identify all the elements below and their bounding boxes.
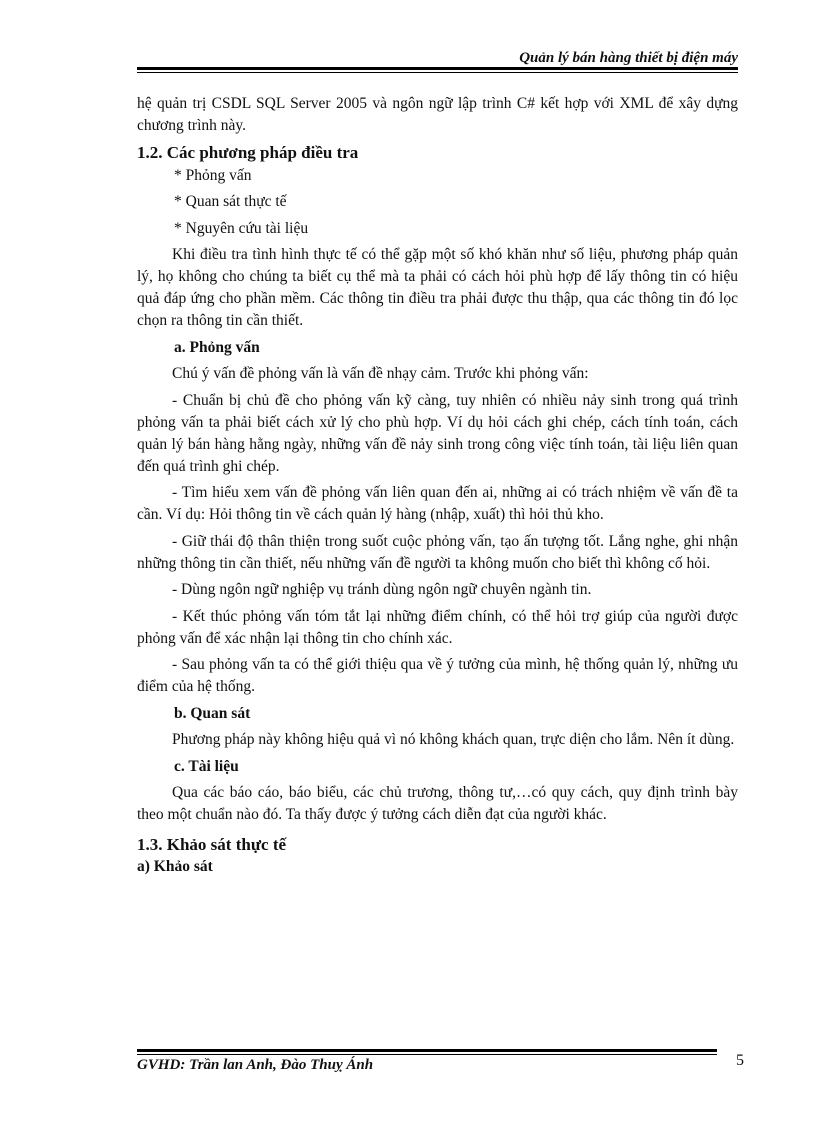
paragraph-interview-3: - Giữ thái độ thân thiện trong suốt cuộc phỏng vấn, tạo ấn tượng tốt. Lắng nghe, ghi nhận những thông tin cần thiết, nếu những vấn đề người ta không muốn cho biết thì không cố hỏi. [137,532,738,572]
page-number: 5 [736,1052,744,1069]
paragraph-interview-2: - Tìm hiểu xem vấn đề phỏng vấn liên quan đến ai, những ai có trách nhiệm về vấn đề ta cần. Ví dụ: Hỏi thông tin về cách quản lý hàng (nhập, xuất) thì hỏi thủ kho. [137,484,738,523]
bullet-item: * Quan sát thực tế [174,193,287,210]
header-title: Quản lý bán hàng thiết bị điện máy [519,50,738,66]
heading-a-interview: a. Phỏng vấn [174,338,260,356]
footer-instructors: GVHD: Trần lan Anh, Đào Thuỵ Ánh [137,1057,374,1073]
heading-1-3: 1.3. Khảo sát thực tế [137,835,287,854]
header-rule-thick [137,67,738,70]
paragraph-interview-4: - Dùng ngôn ngữ nghiệp vụ tránh dùng ngôn ngữ chuyên ngành tin. [172,581,592,598]
paragraph-interview-intro: Chú ý vấn đề phỏng vấn là vấn đề nhạy cảm. Trước khi phỏng vấn: [172,365,589,382]
paragraph-observation: Phương pháp này không hiệu quả vì nó không khách quan, trực diện cho lắm. Nên ít dùng. [172,731,735,748]
heading-c-documents: c. Tài liệu [174,757,239,775]
heading-b-observation: b. Quan sát [174,704,251,722]
paragraph-intro: hệ quản trị CSDL SQL Server 2005 và ngôn ngữ lập trình C# kết hợp với XML để xây dựng chương trình này. [137,95,738,134]
bullet-item: * Phỏng vấn [174,166,252,184]
paragraph-survey: Khi điều tra tình hình thực tế có thể gặp một số khó khăn như số liệu, phương pháp quản lý, họ không cho chúng ta biết cụ thể mà ta phải có cách hỏi phù hợp để lấy thông tin có hiệu quả đáp ứng cho phần mềm. Các thông tin điều tra phải được thu thập, qua các thông tin đó lọc chọn ra thông tin cần thiết. [137,246,738,329]
header-rule-thin [137,72,738,73]
body-text [137,93,738,878]
heading-1-3-a: a) Khảo sát [137,858,213,875]
paragraph-interview-5: - Kết thúc phỏng vấn tóm tắt lại những điểm chính, có thể hỏi trợ giúp của người được phỏng vấn để xác nhận lại thông tin cho chính xác. [137,607,738,647]
footer-rule-thick [137,1049,717,1052]
paragraph-documents: Qua các báo cáo, báo biểu, các chủ trương, thông tư,…có quy cách, quy định trình bày theo một chuẩn nào đó. Ta thấy được ý tưởng cách diễn đạt của người khác. [137,784,738,823]
heading-1-2: 1.2. Các phương pháp điều tra [137,142,359,162]
paragraph-interview-1: - Chuẩn bị chủ đề cho phỏng vấn kỹ càng, tuy nhiên có nhiều nảy sinh trong quá trình phỏng vấn ta phải biết cách xử lý cho phù hợp. Ví dụ hỏi cách ghi chép, cách tính toán, cách quản lý bán hàng hằng ngày, những vấn đề nảy sinh trong công việc tính toán, tài liệu liên quan đến quá trình ghi chép. [137,391,738,475]
bullet-item: * Nguyên cứu tài liệu [174,219,309,237]
footer-rule-thin [137,1054,717,1055]
paragraph-interview-6: - Sau phỏng vấn ta có thể giới thiệu qua về ý tưởng của mình, hệ thống quản lý, những ưu điểm của hệ thống. [137,656,738,695]
